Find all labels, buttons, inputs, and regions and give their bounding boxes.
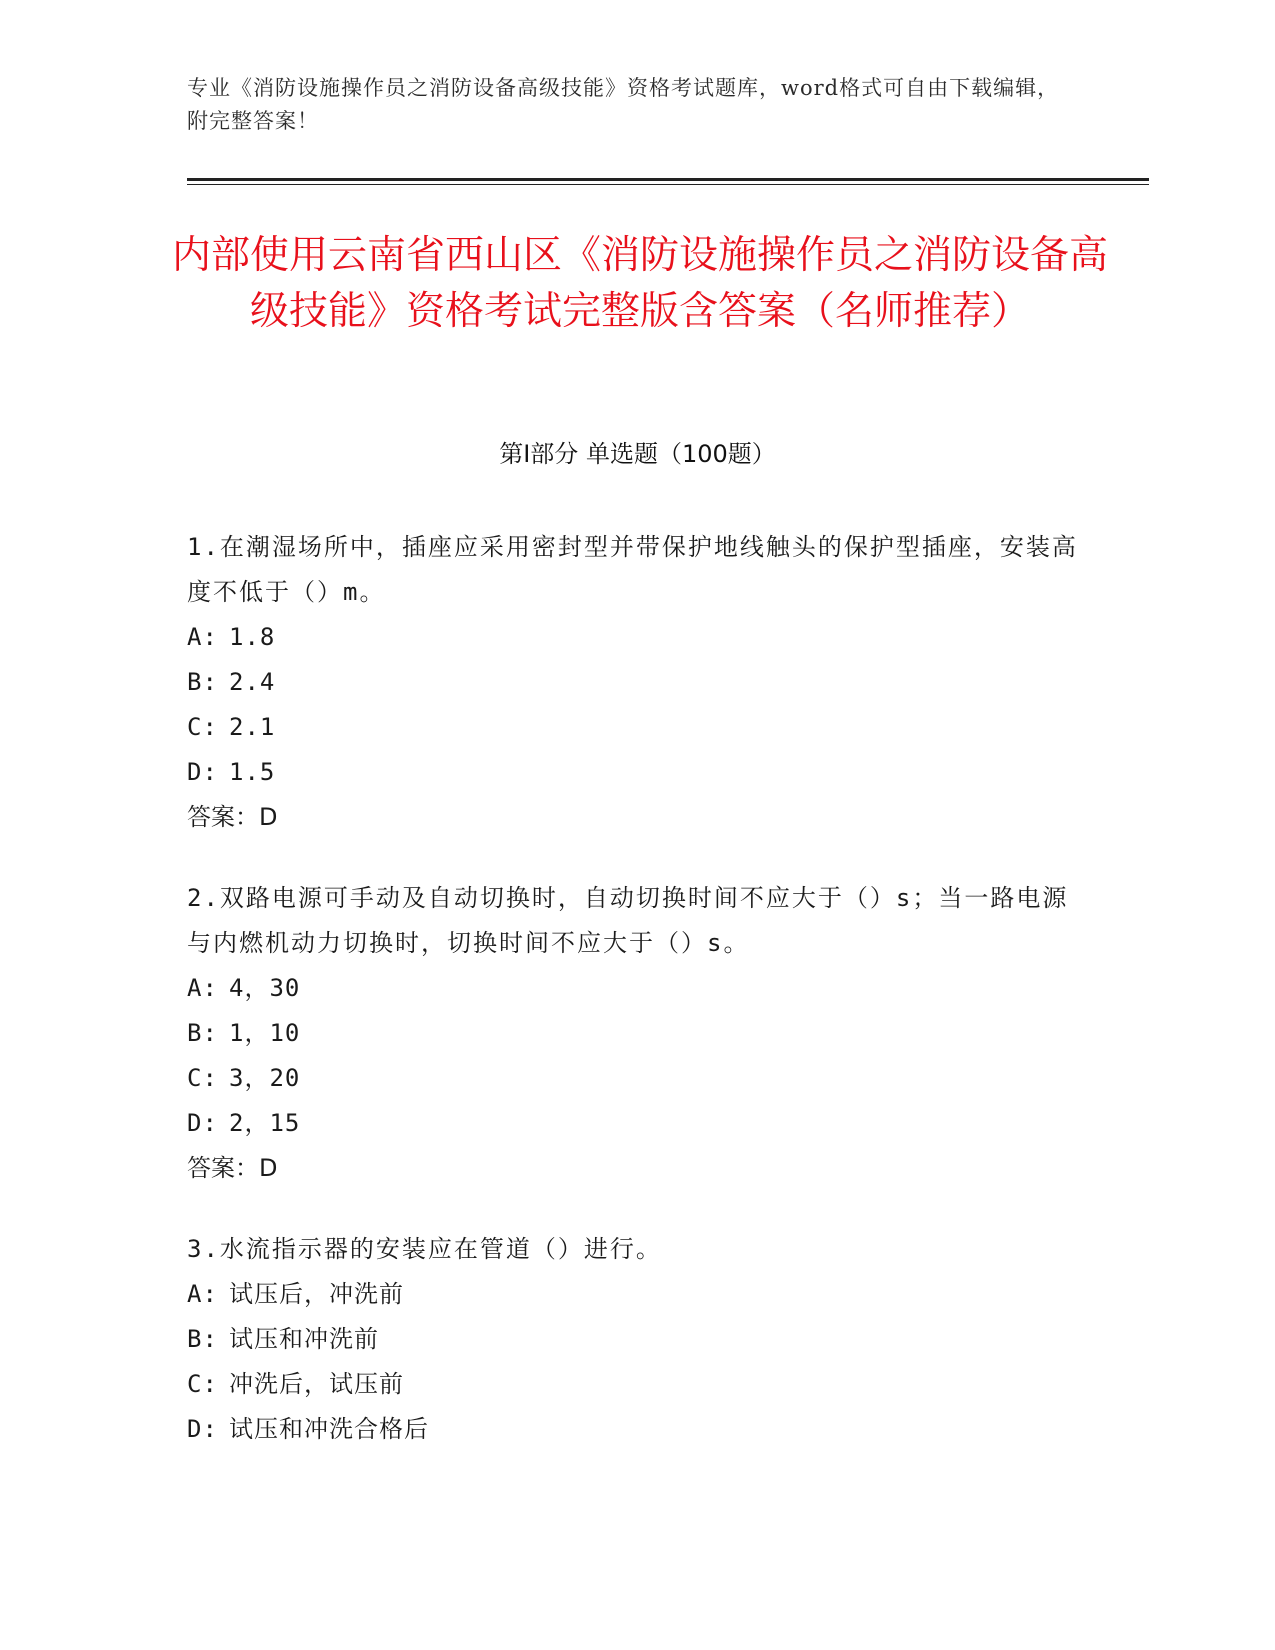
option-letter: B: — [187, 1019, 218, 1047]
option-letter: A: — [187, 623, 218, 651]
option-c — [187, 1362, 1087, 1407]
question-stem: 3.水流指示器的安装应在管道（）进行。 — [187, 1235, 662, 1263]
option-letter: B: — [187, 668, 218, 696]
option-d — [187, 1407, 1087, 1452]
question-1 — [187, 525, 1087, 840]
option-letter: D: — [187, 1415, 218, 1443]
option-a — [187, 966, 1087, 1011]
option-text: 1.5 — [229, 758, 276, 786]
option-text: 1.8 — [229, 623, 276, 651]
option-text: 试压和冲洗前 — [229, 1325, 379, 1353]
header-divider-thick — [187, 178, 1149, 181]
option-c — [187, 705, 1087, 750]
option-text: 冲洗后，试压前 — [229, 1370, 404, 1398]
option-text: 3，20 — [229, 1064, 301, 1092]
option-letter: D: — [187, 758, 218, 786]
header-note: 专业《消防设施操作员之消防设备高级技能》资格考试题库，word格式可自由下载编辑，附完整答案！ — [187, 76, 1060, 133]
option-letter: A: — [187, 974, 218, 1002]
option-text: 试压后，冲洗前 — [229, 1280, 404, 1308]
option-d — [187, 1101, 1087, 1146]
option-text: 2.4 — [229, 668, 276, 696]
option-b — [187, 660, 1087, 705]
option-text: 4，30 — [229, 974, 301, 1002]
answer: 答案：D — [187, 803, 278, 831]
option-text: 1，10 — [229, 1019, 301, 1047]
header-divider-thin — [187, 184, 1149, 185]
option-letter: C: — [187, 1370, 218, 1398]
option-c — [187, 1056, 1087, 1101]
option-text: 2.1 — [229, 713, 276, 741]
option-a — [187, 615, 1087, 660]
answer: 答案：D — [187, 1154, 278, 1182]
option-text: 2，15 — [229, 1109, 301, 1137]
question-2 — [187, 876, 1087, 1191]
section-title: 第Ⅰ部分 单选题（100题） — [499, 440, 776, 468]
option-letter: B: — [187, 1325, 218, 1353]
question-stem: 2.双路电源可手动及自动切换时，自动切换时间不应大于（）s；当一路电源与内燃机动力切换时，切换时间不应大于（）s。 — [187, 884, 1069, 957]
option-d — [187, 750, 1087, 795]
option-b — [187, 1011, 1087, 1056]
option-text: 试压和冲洗合格后 — [229, 1415, 429, 1443]
option-a — [187, 1272, 1087, 1317]
question-stem: 1.在潮湿场所中，插座应采用密封型并带保护地线触头的保护型插座，安装高度不低于（）m。 — [187, 533, 1078, 606]
option-letter: C: — [187, 1064, 218, 1092]
document-title: 内部使用云南省西山区《消防设施操作员之消防设备高级技能》资格考试完整版含答案（名师推荐） — [171, 233, 1108, 334]
option-letter: D: — [187, 1109, 218, 1137]
option-letter: A: — [187, 1280, 218, 1308]
question-list — [187, 525, 1087, 1488]
option-letter: C: — [187, 713, 218, 741]
question-3 — [187, 1227, 1087, 1452]
option-b — [187, 1317, 1087, 1362]
